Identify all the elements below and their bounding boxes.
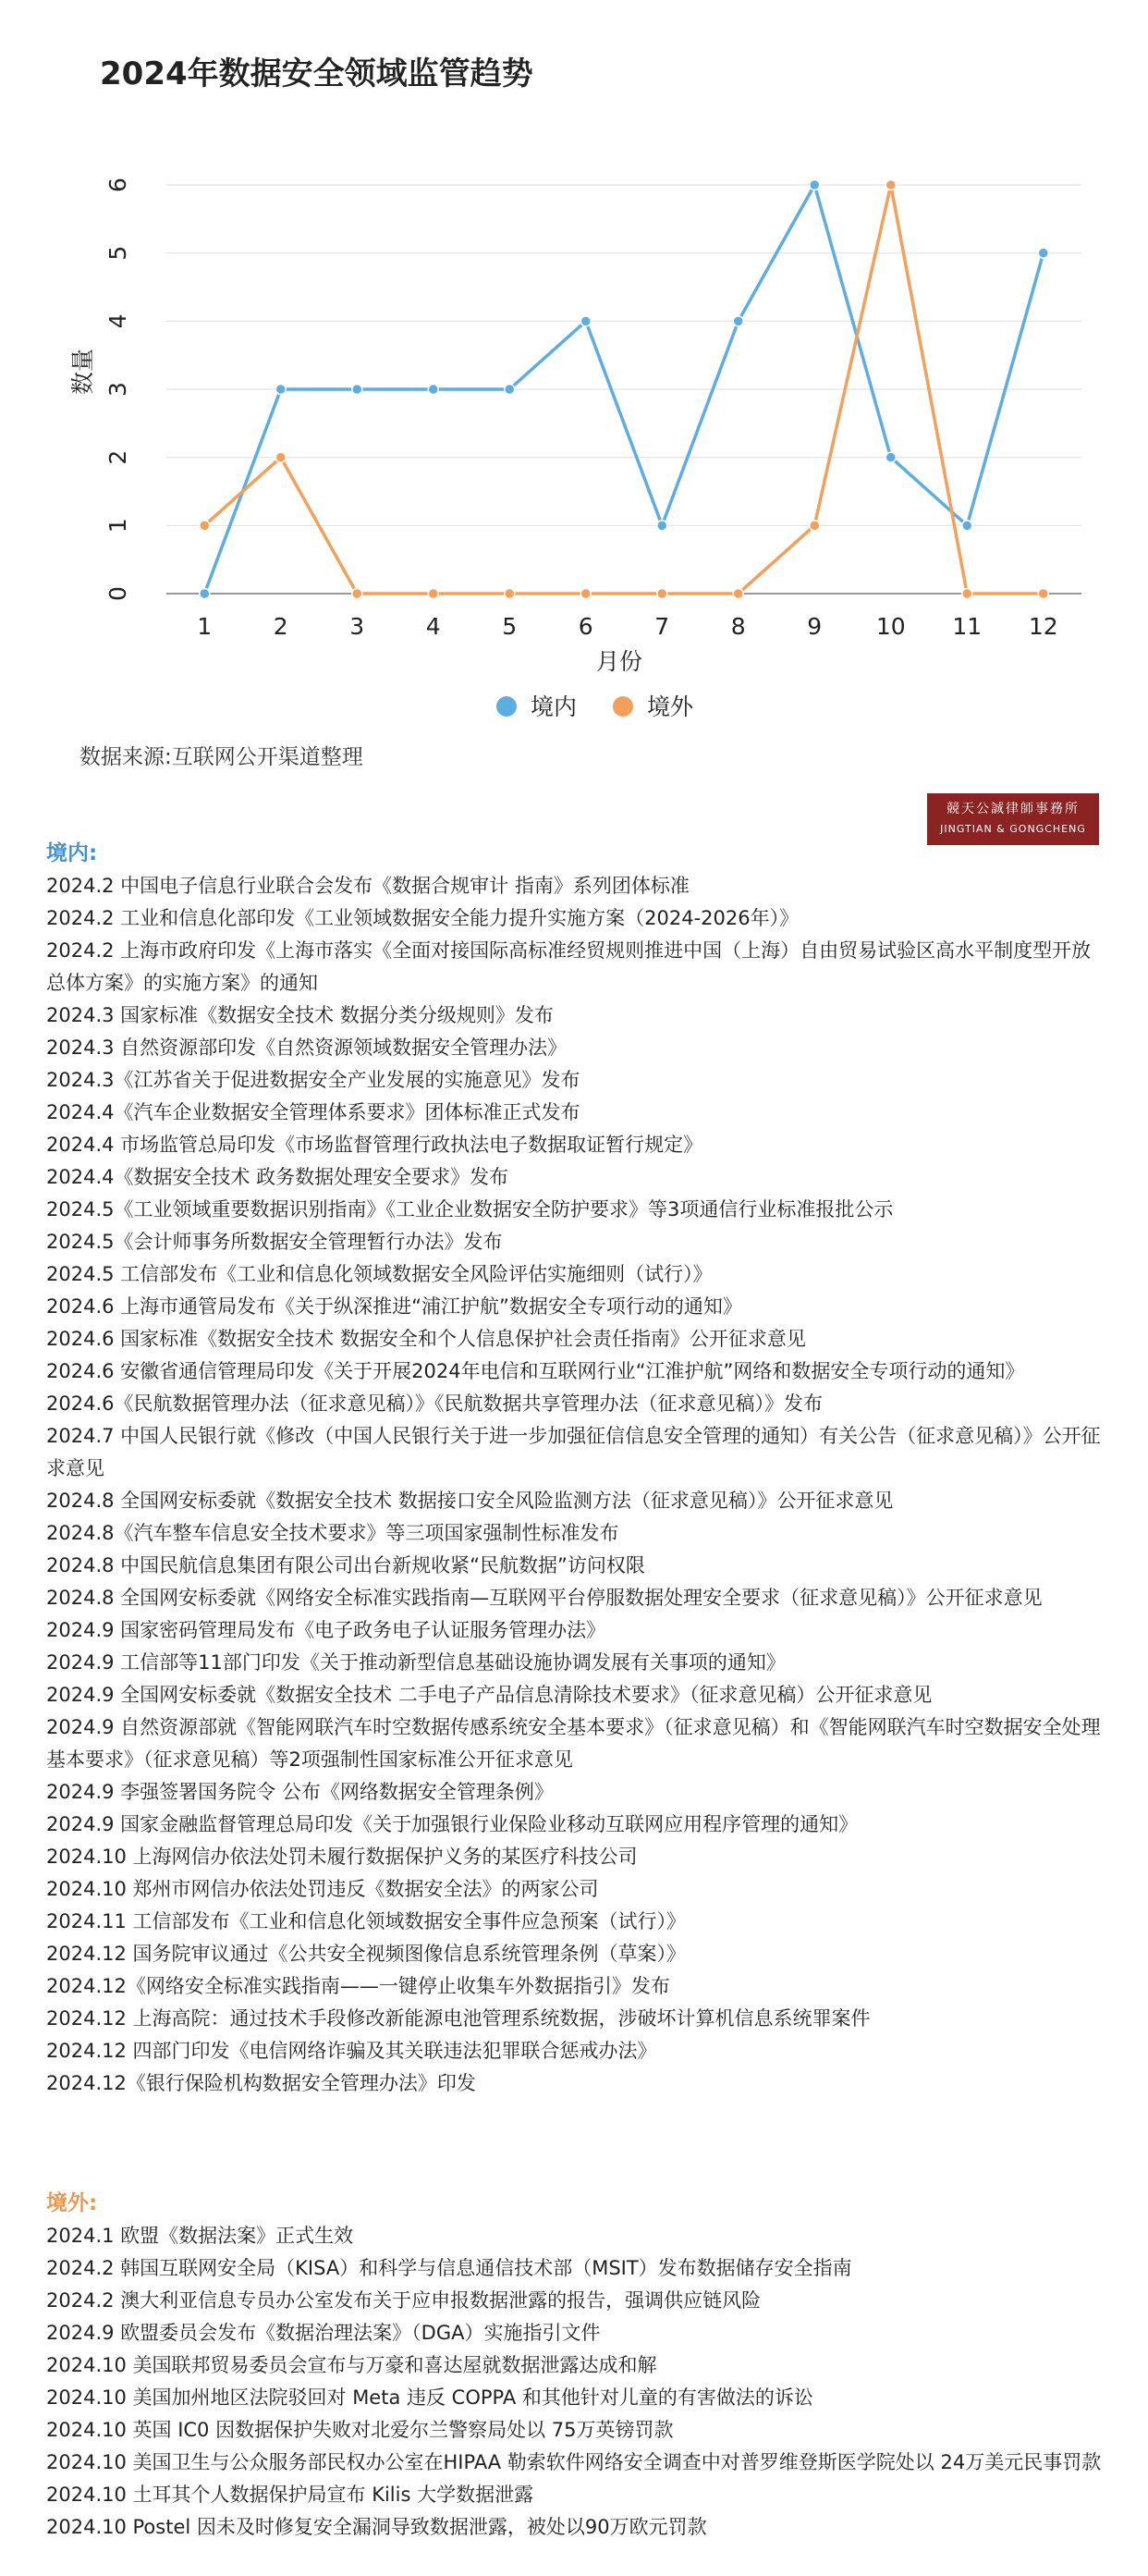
legend-marker: [496, 696, 517, 717]
legend: [496, 693, 694, 720]
data-source-note: 数据来源:互联网公开渠道整理: [79, 745, 363, 769]
logo-text-en: JINGTIAN & GONGCHENG: [940, 823, 1086, 835]
list-item: 2024.4《数据安全技术 政务数据处理安全要求》发布: [46, 1166, 509, 1188]
y-tick-label: 4: [104, 313, 131, 329]
y-tick-label: 1: [104, 518, 131, 534]
list-item: 2024.9 工信部等11部门印发《关于推动新型信息基础设施协调发展有关事项的通知》: [46, 1651, 786, 1674]
data-point: [580, 316, 591, 326]
list-item: 2024.2 澳大利亚信息专员办公室发布关于应申报数据泄露的报告，强调供应链风险: [46, 2289, 762, 2312]
x-tick-label: 12: [1028, 613, 1058, 640]
list-item: 2024.12 国务院审议通过《公共安全视频图像信息系统管理条例（草案）》: [46, 1943, 687, 1965]
list-item: 2024.12 四部门印发《电信网络诈骗及其关联违法犯罪联合惩戒办法》: [46, 2040, 657, 2062]
list-item: 2024.10 土耳其个人数据保护局宣布 Kilis 大学数据泄露: [46, 2484, 534, 2506]
list-item: 2024.10 英国 IC0 因数据保护失败对北爱尔兰警察局处以 75万英镑罚款: [46, 2419, 674, 2441]
data-point: [580, 589, 591, 599]
x-tick-label: 11: [952, 613, 983, 640]
list-item: 2024.6 国家标准《数据安全技术 数据安全和个人信息保护社会责任指南》公开征求意见: [46, 1328, 806, 1350]
data-point: [200, 521, 210, 531]
data-point: [505, 589, 515, 599]
x-tick-label: 6: [578, 613, 593, 640]
list-item: 2024.8《汽车整车信息安全技术要求》等三项国家强制性标准发布: [46, 1522, 619, 1544]
x-tick-label: 5: [502, 613, 518, 640]
list-item: 2024.10 上海网信办依法处罚未履行数据保护义务的某医疗科技公司: [46, 1846, 638, 1868]
list-item: 2024.3 自然资源部印发《自然资源领域数据安全管理办法》: [46, 1037, 568, 1059]
list-item: 2024.4《汽车企业数据安全管理体系要求》团体标准正式发布: [46, 1101, 580, 1123]
list-item: 2024.6 上海市通管局发布《关于纵深推进“浦江护航”数据安全专项行动的通知》: [46, 1295, 742, 1318]
x-tick-label: 10: [875, 613, 906, 640]
list-item: 2024.5《会计师事务所数据安全管理暂行办法》发布: [46, 1231, 503, 1253]
x-axis-label: 月份: [595, 648, 643, 675]
data-point: [275, 385, 286, 395]
foreign-section: [46, 2188, 1109, 2544]
data-point: [657, 589, 667, 599]
logo-text-cn: 競天公誠律師事務所: [946, 802, 1080, 816]
y-tick-labels: [104, 178, 131, 601]
list-item: 2024.9 李强签署国务院令 公布《网络数据安全管理条例》: [46, 1781, 554, 1803]
data-point: [810, 180, 820, 190]
x-tick-label: 3: [349, 613, 365, 640]
list-item: 2024.9 全国网安标委就《数据安全技术 二手电子产品信息清除技术要求》（征求意见稿）公开征求意见: [46, 1684, 933, 1706]
list-item: 2024.10 美国卫生与公众服务部民权办公室在HIPAA 勒索软件网络安全调查中对普罗维登斯医学院处以 24万美元民事罚款: [46, 2451, 1102, 2473]
legend-label: 境外: [647, 693, 694, 720]
data-point: [733, 589, 743, 599]
data-point: [428, 385, 438, 395]
y-tick-label: 5: [104, 245, 131, 261]
data-point: [885, 180, 896, 190]
list-item: 2024.6《民航数据管理办法（征求意见稿）》《民航数据共享管理办法（征求意见稿）》发布: [46, 1392, 823, 1415]
list-item: 2024.2 中国电子信息行业联合会发布《数据合规审计 指南》系列团体标准: [46, 875, 690, 897]
data-point: [352, 385, 362, 395]
legend-marker: [613, 696, 633, 717]
data-point: [885, 452, 896, 462]
list-item: 2024.12《银行保险机构数据安全管理办法》印发: [46, 2072, 476, 2094]
list-item: 2024.2 上海市政府印发《上海市落实《全面对接国际高标准经贸规则推进中国（上海）自由贸易试验区高水平制度型开放总体方案》的实施方案》的通知: [46, 939, 1092, 994]
x-tick-label: 4: [425, 613, 441, 640]
list-item: 2024.7 中国人民银行就《修改（中国人民银行关于进一步加强征信信息安全管理的通知）有关公告（征求意见稿）》公开征求意见: [46, 1425, 1101, 1479]
list-item: 2024.5 工信部发布《工业和信息化领域数据安全风险评估实施细则（试行）》: [46, 1263, 713, 1285]
y-tick-label: 3: [104, 382, 131, 397]
x-tick-label: 2: [273, 613, 288, 640]
data-point: [352, 589, 362, 599]
list-item: 2024.9 自然资源部就《智能网联汽车时空数据传感系统安全基本要求》（征求意见稿）和《智能网联汽车时空数据安全处理基本要求》（征求意见稿）等2项强制性国家标准公开征求意见: [46, 1716, 1101, 1771]
list-item: 2024.9 国家金融监督管理总局印发《关于加强银行业保险业移动互联网应用程序管理的通知》: [46, 1813, 859, 1835]
y-tick-label: 0: [104, 586, 131, 601]
y-axis-label: 数量: [69, 348, 96, 396]
x-tick-label: 9: [807, 613, 823, 640]
data-point: [657, 521, 667, 531]
y-tick-label: 6: [104, 178, 131, 192]
list-item: 2024.1 欧盟《数据法案》正式生效: [46, 2225, 354, 2247]
list-item: 2024.6 安徽省通信管理局印发《关于开展2024年电信和互联网行业“江淮护航”网络和数据安全专项行动的通知》: [46, 1360, 1025, 1382]
list-item: 2024.10 郑州市网信办依法处罚违反《数据安全法》的两家公司: [46, 1878, 599, 1900]
list-item: 2024.12 上海高院：通过技术手段修改新能源电池管理系统数据，涉破坏计算机信息系统罪案件: [46, 2007, 871, 2030]
list-item: 2024.5《工业领域重要数据识别指南》《工业企业数据安全防护要求》等3项通信行业标准报批公示: [46, 1198, 894, 1221]
domestic-section: [46, 838, 1109, 2100]
x-tick-labels: [197, 613, 1057, 640]
line-chart: [0, 102, 1148, 730]
foreign-header: 境外:: [46, 2191, 98, 2215]
list-item: 2024.2 韩国互联网安全局（KISA）和科学与信息通信技术部（MSIT）发布数据储存安全指南: [46, 2257, 852, 2279]
data-point: [428, 589, 438, 599]
list-item: 2024.4 市场监管总局印发《市场监督管理行政执法电子数据取证暂行规定》: [46, 1134, 703, 1156]
list-item: 2024.9 国家密码管理局发布《电子政务电子认证服务管理办法》: [46, 1619, 606, 1641]
data-point: [962, 521, 972, 531]
legend-item[interactable]: [613, 693, 694, 720]
data-point: [1038, 248, 1048, 258]
list-item: 2024.2 工业和信息化部印发《工业领域数据安全能力提升实施方案（2024-2026年）》: [46, 907, 800, 929]
data-point: [505, 385, 515, 395]
domestic-header: 境内:: [46, 841, 98, 865]
data-point: [962, 589, 972, 599]
data-point: [1038, 589, 1048, 599]
list-item: 2024.3 国家标准《数据安全技术 数据分类分级规则》发布: [46, 1004, 554, 1026]
domestic-list: [46, 870, 1109, 2100]
data-point: [810, 521, 820, 531]
list-item: 2024.8 中国民航信息集团有限公司出台新规收紧“民航数据”访问权限: [46, 1554, 645, 1576]
list-item: 2024.8 全国网安标委就《数据安全技术 数据接口安全风险监测方法（征求意见稿）》公开征求意见: [46, 1490, 894, 1512]
data-point: [200, 589, 210, 599]
list-item: 2024.10 美国加州地区法院驳回对 Meta 违反 COPPA 和其他针对儿童的有害做法的诉讼: [46, 2386, 813, 2409]
legend-label: 境内: [531, 693, 578, 720]
x-tick-label: 8: [730, 613, 746, 640]
data-point: [275, 452, 286, 462]
y-tick-label: 2: [104, 449, 131, 465]
list-item: 2024.9 欧盟委员会发布《数据治理法案》（DGA）实施指引文件: [46, 2322, 601, 2344]
list-item: 2024.8 全国网安标委就《网络安全标准实践指南—互联网平台停服数据处理安全要求（征求意见稿）》公开征求意见: [46, 1587, 1043, 1609]
data-point: [733, 316, 743, 326]
legend-item[interactable]: [496, 693, 577, 720]
list-item: 2024.12《网络安全标准实践指南——一键停止收集车外数据指引》发布: [46, 1975, 670, 1997]
list-item: 2024.10 美国联邦贸易委员会宣布与万豪和喜达屋就数据泄露达成和解: [46, 2354, 657, 2376]
x-tick-label: 7: [654, 613, 670, 640]
chart-title: 2024年数据安全领域监管趋势: [100, 55, 533, 92]
foreign-list: [46, 2220, 1109, 2544]
list-item: 2024.10 Postel 因未及时修复安全漏洞导致数据泄露，被处以90万欧元罚款: [46, 2516, 707, 2538]
x-tick-label: 1: [197, 613, 213, 640]
list-item: 2024.3《江苏省关于促进数据安全产业发展的实施意见》发布: [46, 1069, 580, 1091]
list-item: 2024.11 工信部发布《工业和信息化领域数据安全事件应急预案（试行）》: [46, 1910, 687, 1932]
